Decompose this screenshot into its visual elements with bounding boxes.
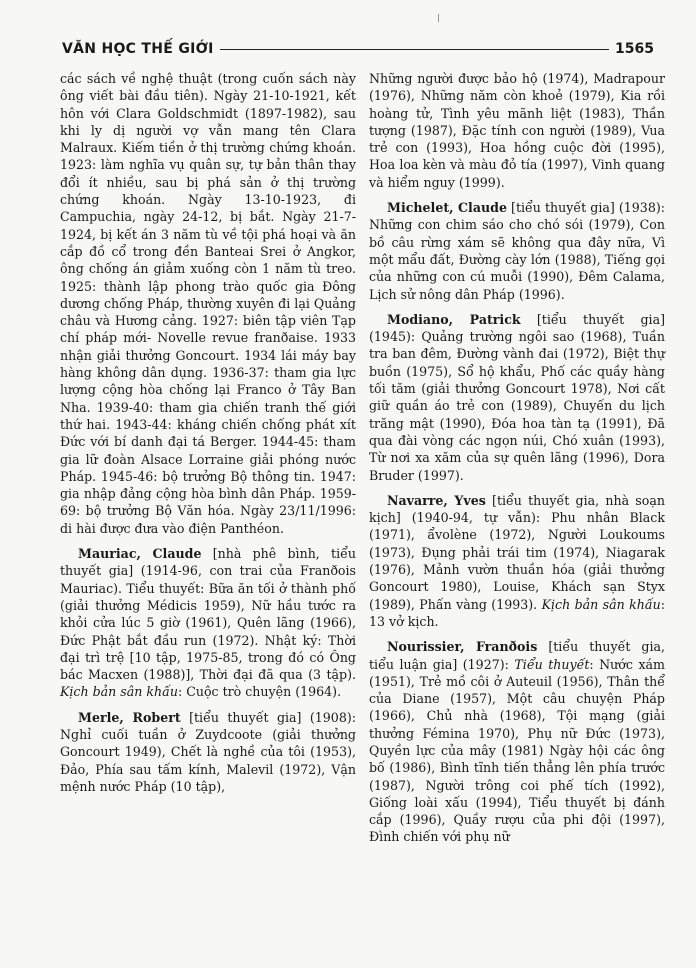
entry-tail: : Nước xám (1951), Trẻ mồ côi ở Auteuil (1956), Thân thể của Diane (1957), Một câu chuyện Pháp (1966), Chủ nhà (1968), Tội mạng (giải thưởng Fémina 1970), Phụ nữ Đức (1973), Quyền lực của mây (1981) Ngày hội các ông bố (1986), Bình tĩnh tiến thẳng lên phía trước (1987), Người trông coi phế tích (1992), Giống loài xấu (1994), Tiểu thuyết bị đánh cắp (1996), Quầy rượu của phi đội (1997), Đình chiến với phụ nữ — [369, 656, 665, 845]
entry-merle — [60, 709, 356, 795]
entry-mauriac — [60, 545, 356, 701]
scan-mark — [438, 14, 439, 22]
entry-headword: Merle, Robert — [78, 709, 181, 725]
entry-body: [tiểu thuyết gia, tiểu luận gia] (1927): — [369, 639, 666, 672]
entry-italic: Tiểu thuyết — [514, 656, 590, 672]
entry-body: [tiểu thuyết gia, nhà soạn kịch] (1940-94, tự vẫn): Phu nhân Black (1971), ẩvolène (1972), Người Loukoums (1973), Đụng phải trái tim (1974), Niagarak (1976), Mảnh vườn thuần hóa (giải thưởng Goncourt 1980), Louise, Khách sạn Styx (1989), Phấn vàng (1993). — [369, 492, 665, 612]
entry-headword: Navarre, Yves — [387, 492, 486, 508]
entry-tail: : Cuộc trò chuyện (1964). — [177, 684, 342, 700]
entry-body: [tiểu thuyết gia] (1908): Nghỉ cuối tuần ở Zuydcoote (giải thưởng Goncourt 1949), Chết là nghề của tôi (1953), Đảo, Phía sau tấm kính, Malevil (1972), Vận mệnh nước Pháp (10 tập), — [60, 709, 356, 794]
book-title: VĂN HỌC THẾ GIỚI — [62, 41, 214, 57]
entry-headword: Mauriac, Claude — [78, 546, 202, 562]
entry-body: [nhà phê bình, tiểu thuyết gia] (1914-96, con trai của Franðois Mauriac). Tiểu thuyết: Bữa ăn tối ở thành phố (giải thưởng Médicis 1959), Nữ hầu tước ra khỏi cửa lúc 5 giờ (1961), Quên lãng (1966), Đức Phật bắt đầu run (1972). Nhật ký: Thời đại trì trệ [10 tập, 1975-85, trong đó có Ông bác Macxen (1988)], Thời đại đã qua (3 tập). — [60, 546, 357, 683]
running-header — [62, 38, 654, 60]
entry-headword: Michelet, Claude — [387, 200, 507, 216]
entry-headword: Nourissier, Franðois — [387, 639, 538, 655]
entry-michelet — [369, 199, 665, 303]
entry-body: [tiểu thuyết gia] (1938): Những con chim sáo cho chó sói (1979), Con bồ câu rừng xám sẽ không qua đây nữa, Vì một mẩu đất, Đường cày lớn (1988), Tiếng gọi của những con cú muỗi (1990), Đêm Calama, Lịch sử nông dân Pháp (1996). — [369, 200, 665, 302]
paragraph-continued: Những người được bảo hộ (1974), Madrapour (1976), Những năm còn khoẻ (1979), Kia rồi hoàng tử, Tình yêu mãnh liệt (1983), Thần tượng (1987), Đặc tính con người (1989), Vua trẻ con (1993), Hoa hồng cuộc đời (1995), Hoa loa kèn và màu đỏ tía (1997), Vinh quang và hiểm nguy (1999). — [369, 71, 665, 190]
entry-headword: Modiano, Patrick — [387, 311, 521, 327]
entry-modiano — [369, 311, 665, 484]
header-rule — [220, 49, 609, 50]
entry-body: [tiểu thuyết gia] (1945): Quảng trường ngôi sao (1968), Tuần tra ban đêm, Đường vành đai (1972), Biệt thự buồn (1975), Sổ hộ khẩu, Phố các quầy hàng tối tăm (giải thưởng Goncourt 1978), Nơi cất giữ quần áo trẻ con (1989), Chuyến du lịch trăng mật (1990), Đóa hoa tàn tạ (1991), Đã qua đài vòng các ngọn núi, Chó xuân (1993), Từ nơi xa xăm của sự quên lãng (1996), Dora Bruder (1997). — [369, 311, 665, 483]
entry-italic: Kịch bản sân khấu — [541, 596, 661, 612]
page-number: 1565 — [615, 41, 654, 57]
paragraph-continued: các sách về nghệ thuật (trong cuốn sách này ông viết bài đầu tiên). Ngày 21-10-1921, kết hôn với Clara Goldschmidt (1897-1982), sau khi ly dị người vợ vẫn mang tên Clara Malraux. Kiếm tiền ở thị trường chứng khoán. 1923: làm nghĩa vụ quân sự, tự bản thân thay đổi ít nhiều, sau bị phá sản ở thị trường chứng khoán. Ngày 13-10-1923, đi Campuchia, ngày 24-12, bị bắt. Ngày 21-7-1924, bị kết án 3 năm tù về tội phá hoại và ăn cắp đồ cổ trong đền Banteai Srei ở Angkor, ông chống án giảm xuống còn 1 năm tù treo. 1925: thành lập phong trào quốc gia Đông dương chống Pháp, thường xuyên đi lại Quảng châu và Hương cảng. 1927: biên tập viên Tạp chí pháp mới- Novelle revue franðaise. 1933 nhận giải thưởng Goncourt. 1934 lái máy bay hàng không dân dụng. 1936-37: tham gia lực lượng cộng hòa chống lại Franco ở Tây Ban Nha. 1939-40: tham gia chiến tranh thế giới thứ hai. 1943-44: kháng chiến chống phát xít Đức với bí danh đại tá Berger. 1944-45: tham gia lữ đoàn Alsace Lorraine giải phóng nước Pháp. 1945-46: bộ trưởng Bộ thông tin. 1947: gia nhập đảng cộng hòa bình dân Pháp. 1959-69: bộ trưởng Bộ Văn hóa. Ngày 23/11/1996: di hài được đưa vào điện Panthéon. — [60, 71, 356, 536]
entry-nourissier — [369, 638, 665, 846]
entry-italic: Kịch bản sân khấu — [60, 684, 178, 700]
left-column — [60, 70, 356, 795]
entry-navarre — [369, 492, 665, 630]
right-column — [369, 70, 665, 846]
entry-tail: : 13 vở kịch. — [369, 596, 665, 629]
